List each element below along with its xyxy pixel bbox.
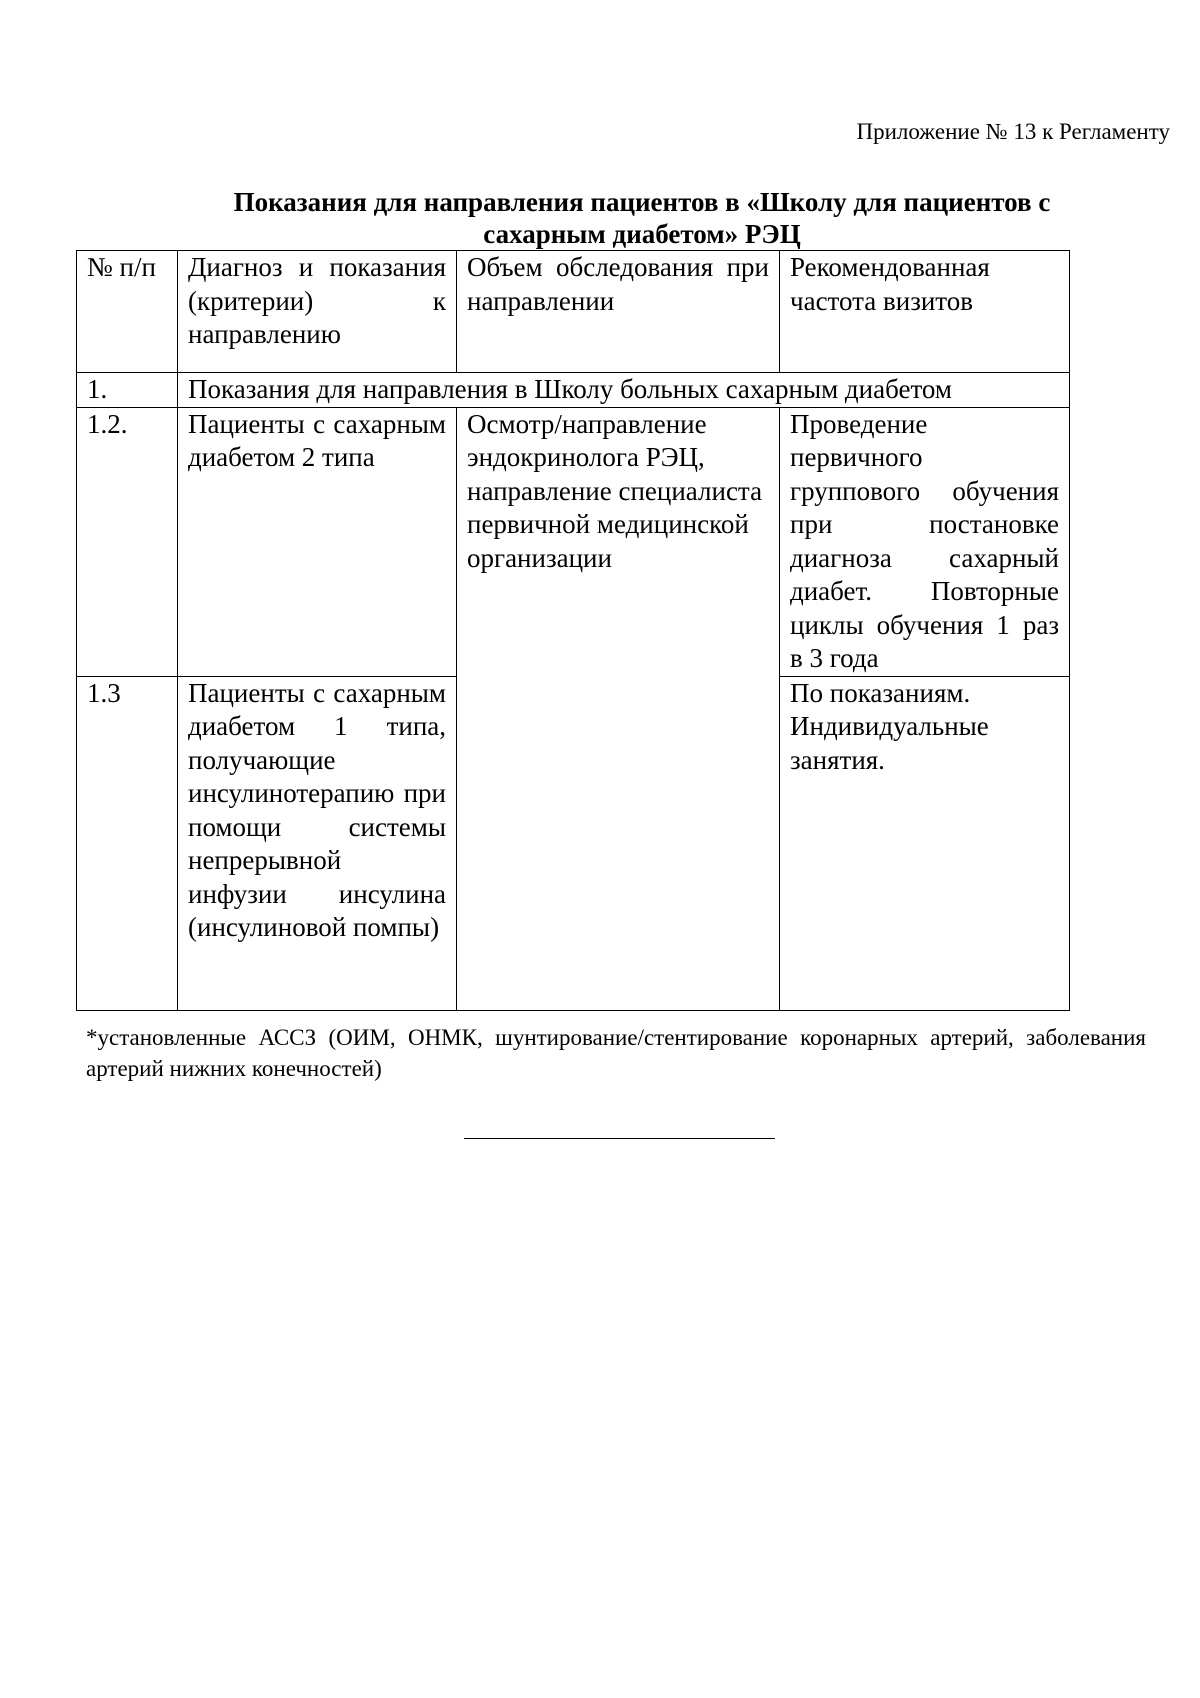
table-row xyxy=(77,407,1070,676)
indications-table xyxy=(76,250,1070,1011)
end-divider xyxy=(464,1138,775,1139)
header-exam: Объем обследования при направлении xyxy=(457,251,780,373)
row-frequency: Проведение первичного группового обучения при постановке диагноза сахарный диабет. Повторные циклы обучения 1 раз в 3 года xyxy=(780,407,1070,676)
row-diagnosis: Пациенты с сахарным диабетом 1 типа, получающие инсулинотерапию при помощи системы непрерывной инфузии инсулина (инсулиновой помпы) xyxy=(178,676,457,1010)
row-num: 1.3 xyxy=(77,676,178,1010)
appendix-label: Приложение № 13 к Регламенту xyxy=(856,119,1170,144)
document-title: Показания для направления пациентов в «Школу для пациентов с сахарным диабетом» РЭЦ xyxy=(233,187,1051,249)
header-frequency: Рекомендованная частота визитов xyxy=(780,251,1070,373)
row-frequency: По показаниям. Индивидуальные занятия. xyxy=(780,676,1070,1010)
table-section-row xyxy=(77,373,1070,408)
table-header-row xyxy=(77,251,1070,373)
section-num: 1. xyxy=(77,373,178,408)
footnote: *установленные АССЗ (ОИМ, ОНМК, шунтирование/стентирование коронарных артерий, заболевания артерий нижних конечностей) xyxy=(86,1025,1146,1081)
section-title: Показания для направления в Школу больных сахарным диабетом xyxy=(178,373,1070,408)
row-exam: Осмотр/направление эндокринолога РЭЦ, направление специалиста первичной медицинской организации xyxy=(457,407,780,1010)
header-diagnosis: Диагноз и показания (критерии) к направлению xyxy=(178,251,457,373)
header-num: № п/п xyxy=(77,251,178,373)
row-num: 1.2. xyxy=(77,407,178,676)
row-diagnosis: Пациенты с сахарным диабетом 2 типа xyxy=(178,407,457,676)
